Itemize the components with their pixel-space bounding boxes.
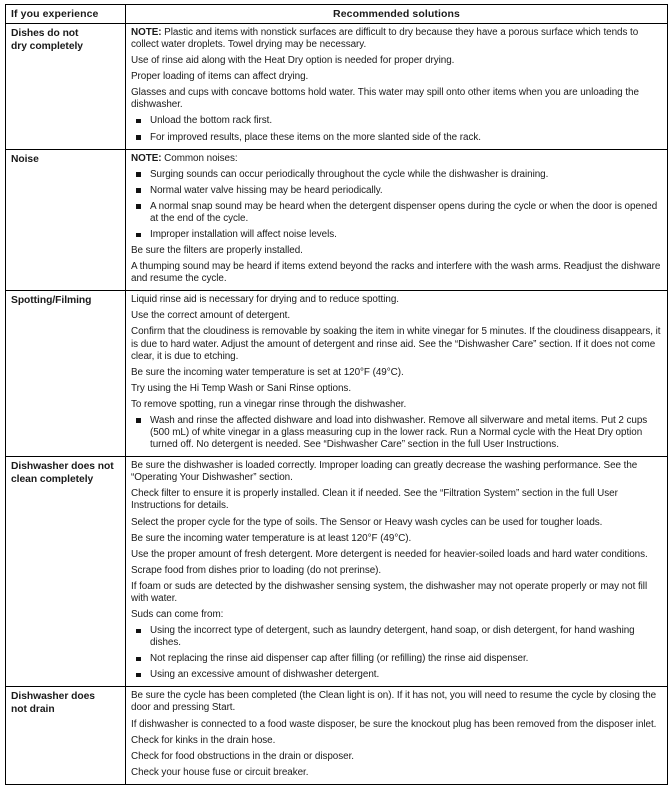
solution-paragraph [131,565,662,577]
symptom-cell: Spotting/Filming [6,291,126,457]
bullet-square-icon [136,657,141,662]
solution-bullet-list [131,625,662,681]
table-row [6,687,668,784]
solution-text: Use of rinse aid along with the Heat Dry option is needed for proper drying. [131,55,455,67]
solution-paragraph [131,549,662,561]
troubleshooting-table [5,4,668,785]
solution-paragraph [131,609,662,621]
note-label: NOTE: [131,27,162,38]
table-row [6,457,668,687]
solution-text: Check for kinks in the drain hose. [131,734,276,746]
bullet-square-icon [136,204,141,209]
solution-paragraph [131,581,662,605]
solution-text: Plastic and items with nonstick surfaces are difficult to dry because they have a porous surface which tends to collect water droplets. Towel drying may be necessary. [131,27,639,51]
table-row [6,291,668,457]
bullet-square-icon [136,418,141,423]
solution-paragraph [131,153,662,165]
solution-text: Select the proper cycle for the type of soils. The Sensor or Heavy wash cycles can be used for tougher loads. [131,516,603,528]
list-item [131,229,662,241]
solution-paragraph [131,367,662,379]
solution-cell [126,149,668,291]
solution-text: Liquid rinse aid is necessary for drying and to reduce spotting. [131,294,399,306]
solution-text: Glasses and cups with concave bottoms hold water. This water may spill onto other items when you are unloading the dishwasher. [131,87,639,111]
solution-text: Be sure the cycle has been completed (the Clean light is on). If it has not, you will need to resume the cycle by closing the door and pressing Start. [131,690,657,714]
solution-paragraph [131,719,662,731]
list-item [131,415,662,451]
list-item-label: Using the incorrect type of detergent, such as laundry detergent, hand soap, or dish detergent, for hand washing dishes. [150,625,635,649]
header-row [6,5,668,24]
solution-text: Confirm that the cloudiness is removable by soaking the item in white vinegar for 5 minutes. If the cloudiness disappears, it is due to hard water. Adjust the amount of detergent and rinse aid. See the “Dishwasher Care” section. If it does not come clear, it is due to etching. [131,326,661,362]
solution-text: Scrape food from dishes prior to loading (do not prerinse). [131,564,382,576]
symptom-cell: Noise [6,149,126,291]
solution-cell [126,24,668,150]
list-item [131,669,662,681]
solution-cell [126,687,668,784]
bullet-square-icon [136,135,141,140]
list-item-label: Improper installation will affect noise levels. [150,229,337,241]
list-item [131,132,662,144]
solution-text: Use the correct amount of detergent. [131,310,291,322]
bullet-square-icon [136,629,141,634]
table-header [6,5,668,24]
solution-text: If dishwasher is connected to a food waste disposer, be sure the knockout plug has been removed from the disposer inlet. [131,718,657,730]
solution-paragraph [131,488,662,512]
bullet-square-icon [136,172,141,177]
list-item-label: Unload the bottom rack first. [150,115,273,127]
solution-text: To remove spotting, run a vinegar rinse through the dishwasher. [131,398,407,410]
solution-paragraph [131,460,662,484]
solution-cell [126,291,668,457]
list-item-label: Not replacing the rinse aid dispenser cap after filling (or refilling) the rinse aid dispenser. [150,653,529,665]
list-item-label: Surging sounds can occur periodically throughout the cycle while the dishwasher is draining. [150,168,549,180]
solution-text: Common noises: [161,152,238,164]
list-item-label: Using an excessive amount of dishwasher detergent. [150,669,380,681]
table-body [6,24,668,785]
symptom-cell: Dishes do not dry completely [6,24,126,150]
solution-paragraph [131,690,662,714]
list-item-label: Wash and rinse the affected dishware and load into dishwasher. Remove all silverware and metal items. Put 2 cups (500 mL) of white vinegar in a glass measuring cup in the lower rack. Run a Normal cycle with the Heat Dry option turned off. No detergent is needed. See “Dishwasher Care” section in the full User Instructions. [150,414,648,451]
list-item [131,169,662,181]
solution-bullet-list [131,415,662,451]
list-item-label: For improved results, place these items on the more slanted side of the rack. [150,131,481,143]
list-item [131,115,662,127]
solution-text: A thumping sound may be heard if items extend beyond the racks and interfere with the wash arms. Readjust the dishware and resume the cycle. [131,261,661,285]
solution-paragraph [131,533,662,545]
solution-paragraph [131,735,662,747]
list-item [131,185,662,197]
bullet-square-icon [136,188,141,193]
solution-text: Be sure the filters are properly installed. [131,245,303,257]
solution-paragraph [131,326,662,362]
solution-text: Proper loading of items can affect drying. [131,71,309,83]
solution-text: Check for food obstructions in the drain or disposer. [131,750,354,762]
bullet-square-icon [136,119,141,124]
bullet-square-icon [136,673,141,678]
solution-paragraph [131,383,662,395]
solution-paragraph [131,27,662,51]
solution-paragraph [131,751,662,763]
list-item-label: A normal snap sound may be heard when the detergent dispenser opens during the cycle or when the door is opened at the end of the cycle. [150,200,658,224]
header-solution: Recommended solutions [126,5,668,24]
solution-paragraph [131,261,662,285]
solution-text: Be sure the dishwasher is loaded correctly. Improper loading can greatly decrease the washing performance. See the “Operating Your Dishwasher” section. [131,460,638,484]
table-row [6,24,668,150]
solution-paragraph [131,294,662,306]
list-item [131,653,662,665]
list-item [131,625,662,649]
note-label: NOTE: [131,152,162,164]
solution-paragraph [131,245,662,257]
solution-paragraph [131,310,662,322]
solution-paragraph [131,87,662,111]
solution-text: Be sure the incoming water temperature is set at 120°F (49°C). [131,366,404,378]
table-row [6,149,668,291]
solution-cell [126,457,668,687]
solution-bullet-list [131,169,662,241]
list-item-label: Normal water valve hissing may be heard periodically. [150,184,383,196]
solution-paragraph [131,55,662,67]
solution-bullet-list [131,115,662,143]
solution-paragraph [131,399,662,411]
solution-text: Check your house fuse or circuit breaker. [131,766,309,778]
solution-paragraph [131,71,662,83]
solution-text: Use the proper amount of fresh detergent. More detergent is needed for heavier-soiled loads and hard water conditions. [131,548,648,560]
solution-paragraph [131,517,662,529]
solution-text: Try using the Hi Temp Wash or Sani Rinse options. [131,382,352,394]
bullet-square-icon [136,233,141,238]
solution-paragraph [131,767,662,779]
solution-text: Be sure the incoming water temperature is at least 120°F (49°C). [131,532,412,544]
symptom-cell: Dishwasher does not drain [6,687,126,784]
header-symptom: If you experience [6,5,126,24]
solution-text: Check filter to ensure it is properly installed. Clean it if needed. See the “Filtration System” section in the full User Instructions for details. [131,488,618,512]
symptom-cell: Dishwasher does not clean completely [6,457,126,687]
list-item [131,201,662,225]
solution-text: If foam or suds are detected by the dishwasher sensing system, the dishwasher may not operate properly or may not fill with water. [131,580,648,604]
solution-text: Suds can come from: [131,608,224,620]
